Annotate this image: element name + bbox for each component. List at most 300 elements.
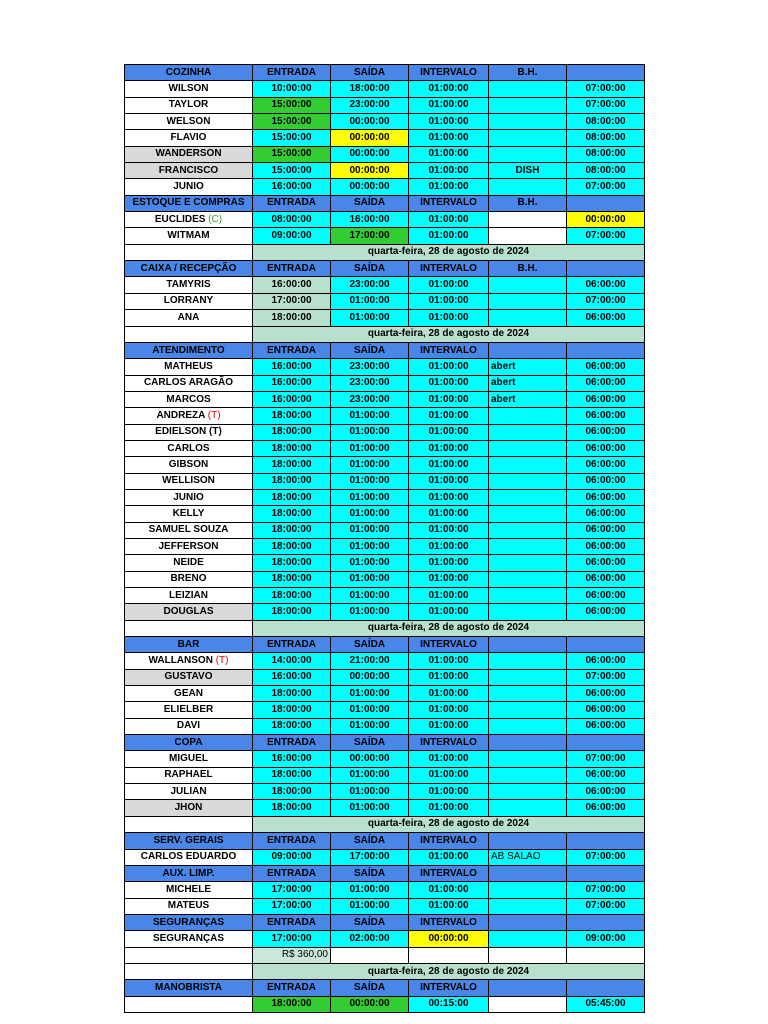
saida-cell[interactable]: 23:00:00 [331,97,409,113]
total-cell[interactable]: 06:00:00 [567,604,645,620]
bh-cell[interactable] [489,784,567,800]
entrada-cell[interactable]: 18:00:00 [253,489,331,505]
employee-name-cell[interactable] [125,588,253,604]
bh-cell[interactable] [489,212,567,228]
entrada-cell[interactable]: 18:00:00 [253,686,331,702]
column-header[interactable] [567,195,645,211]
intervalo-cell[interactable]: 01:00:00 [409,718,489,734]
entrada-cell[interactable]: 15:00:00 [253,163,331,179]
saida-cell[interactable]: 16:00:00 [331,212,409,228]
column-header[interactable]: ENTRADA [253,637,331,653]
employee-name-cell[interactable] [125,653,253,669]
column-header[interactable]: ENTRADA [253,833,331,849]
column-header[interactable]: ENTRADA [253,914,331,930]
bh-cell[interactable] [489,473,567,489]
entrada-cell[interactable]: 16:00:00 [253,359,331,375]
intervalo-cell[interactable]: 01:00:00 [409,228,489,244]
saida-cell[interactable]: 23:00:00 [331,359,409,375]
entrada-cell[interactable]: 18:00:00 [253,702,331,718]
bh-cell[interactable]: DISH [489,163,567,179]
saida-cell[interactable]: 23:00:00 [331,277,409,293]
intervalo-cell[interactable]: 01:00:00 [409,506,489,522]
total-cell[interactable]: 07:00:00 [567,849,645,865]
column-header[interactable]: ENTRADA [253,735,331,751]
intervalo-cell[interactable]: 01:00:00 [409,898,489,914]
entrada-cell[interactable]: 08:00:00 [253,212,331,228]
section-title[interactable]: SERV. GERAIS [125,833,253,849]
total-cell[interactable]: 06:00:00 [567,457,645,473]
employee-name-cell[interactable] [125,359,253,375]
entrada-cell[interactable]: 17:00:00 [253,293,331,309]
total-cell[interactable]: 06:00:00 [567,522,645,538]
total-cell[interactable]: 06:00:00 [567,277,645,293]
total-cell[interactable]: 06:00:00 [567,506,645,522]
intervalo-cell[interactable]: 01:00:00 [409,81,489,97]
column-header[interactable] [567,342,645,358]
employee-name-cell[interactable] [125,506,253,522]
column-header[interactable] [567,833,645,849]
intervalo-cell[interactable]: 01:00:00 [409,146,489,162]
entrada-cell[interactable]: 18:00:00 [253,457,331,473]
column-header[interactable] [489,865,567,881]
employee-name-cell[interactable] [125,784,253,800]
total-cell[interactable]: 06:00:00 [567,588,645,604]
bh-cell[interactable] [489,604,567,620]
section-title[interactable]: AUX. LIMP. [125,865,253,881]
entrada-cell[interactable]: 09:00:00 [253,228,331,244]
saida-cell[interactable]: 00:00:00 [331,163,409,179]
column-header[interactable] [567,735,645,751]
entrada-cell[interactable]: 18:00:00 [253,408,331,424]
bh-cell[interactable] [489,898,567,914]
bh-cell[interactable] [489,718,567,734]
intervalo-cell[interactable]: 01:00:00 [409,424,489,440]
saida-cell[interactable]: 01:00:00 [331,506,409,522]
total-cell[interactable]: 07:00:00 [567,293,645,309]
saida-cell[interactable]: 00:00:00 [331,114,409,130]
column-header[interactable] [489,914,567,930]
intervalo-cell[interactable]: 01:00:00 [409,114,489,130]
bh-cell[interactable] [489,800,567,816]
intervalo-cell[interactable]: 01:00:00 [409,784,489,800]
bh-cell[interactable] [489,310,567,326]
employee-name-cell[interactable] [125,391,253,407]
saida-cell[interactable]: 00:00:00 [331,179,409,195]
entrada-cell[interactable]: 15:00:00 [253,130,331,146]
total-cell[interactable]: 06:00:00 [567,800,645,816]
employee-name-cell[interactable] [125,571,253,587]
bh-cell[interactable] [489,424,567,440]
entrada-cell[interactable]: 17:00:00 [253,931,331,947]
entrada-cell[interactable]: 18:00:00 [253,473,331,489]
amount-cell[interactable]: R$ 360,00 [253,947,331,963]
intervalo-cell[interactable]: 01:00:00 [409,359,489,375]
section-title[interactable]: CAIXA / RECEPÇÃO [125,261,253,277]
saida-cell[interactable]: 01:00:00 [331,522,409,538]
saida-cell[interactable]: 01:00:00 [331,310,409,326]
entrada-cell[interactable]: 18:00:00 [253,604,331,620]
column-header[interactable]: SAÍDA [331,637,409,653]
bh-cell[interactable]: abert [489,391,567,407]
employee-name-cell[interactable] [125,931,253,947]
employee-name-cell[interactable] [125,375,253,391]
intervalo-cell[interactable]: 01:00:00 [409,375,489,391]
bh-cell[interactable] [489,669,567,685]
total-cell[interactable]: 06:00:00 [567,767,645,783]
employee-name-cell[interactable] [125,996,253,1012]
column-header[interactable] [567,914,645,930]
entrada-cell[interactable]: 17:00:00 [253,898,331,914]
total-cell[interactable]: 06:00:00 [567,375,645,391]
saida-cell[interactable]: 01:00:00 [331,767,409,783]
bh-cell[interactable]: AB SALAO [489,849,567,865]
column-header[interactable] [489,342,567,358]
column-header[interactable] [567,865,645,881]
employee-name-cell[interactable] [125,604,253,620]
bh-cell[interactable] [489,228,567,244]
bh-cell[interactable] [489,408,567,424]
saida-cell[interactable]: 01:00:00 [331,686,409,702]
column-header[interactable]: INTERVALO [409,865,489,881]
intervalo-cell[interactable]: 01:00:00 [409,669,489,685]
entrada-cell[interactable]: 18:00:00 [253,767,331,783]
total-cell[interactable]: 06:00:00 [567,702,645,718]
employee-name-cell[interactable] [125,408,253,424]
entrada-cell[interactable]: 16:00:00 [253,277,331,293]
total-cell[interactable]: 06:00:00 [567,489,645,505]
employee-name-cell[interactable] [125,473,253,489]
section-title[interactable]: BAR [125,637,253,653]
entrada-cell[interactable]: 18:00:00 [253,310,331,326]
entrada-cell[interactable]: 16:00:00 [253,375,331,391]
employee-name-cell[interactable] [125,293,253,309]
intervalo-cell[interactable]: 01:00:00 [409,179,489,195]
total-cell[interactable]: 06:00:00 [567,784,645,800]
section-title[interactable]: MANOBRISTA [125,980,253,996]
intervalo-cell[interactable]: 01:00:00 [409,212,489,228]
total-cell[interactable]: 06:00:00 [567,408,645,424]
bh-cell[interactable] [489,653,567,669]
intervalo-cell[interactable]: 01:00:00 [409,440,489,456]
employee-name-cell[interactable] [125,702,253,718]
total-cell[interactable]: 08:00:00 [567,130,645,146]
intervalo-cell[interactable]: 01:00:00 [409,489,489,505]
column-header[interactable]: SAÍDA [331,261,409,277]
entrada-cell[interactable]: 18:00:00 [253,800,331,816]
saida-cell[interactable]: 01:00:00 [331,457,409,473]
total-cell[interactable]: 07:00:00 [567,81,645,97]
section-title[interactable]: ESTOQUE E COMPRAS [125,195,253,211]
intervalo-cell[interactable]: 01:00:00 [409,653,489,669]
saida-cell[interactable]: 01:00:00 [331,555,409,571]
intervalo-cell[interactable]: 01:00:00 [409,408,489,424]
bh-cell[interactable]: abert [489,375,567,391]
saida-cell[interactable]: 01:00:00 [331,571,409,587]
column-header[interactable] [489,735,567,751]
bh-cell[interactable] [489,293,567,309]
employee-name-cell[interactable] [125,212,253,228]
saida-cell[interactable]: 01:00:00 [331,784,409,800]
total-cell[interactable]: 06:00:00 [567,391,645,407]
bh-cell[interactable] [489,571,567,587]
bh-cell[interactable] [489,130,567,146]
column-header[interactable]: SAÍDA [331,735,409,751]
total-cell[interactable]: 00:00:00 [567,212,645,228]
bh-cell[interactable] [489,751,567,767]
employee-name-cell[interactable] [125,718,253,734]
saida-cell[interactable]: 02:00:00 [331,931,409,947]
bh-cell[interactable] [489,588,567,604]
bh-cell[interactable] [489,506,567,522]
saida-cell[interactable]: 00:00:00 [331,669,409,685]
total-cell[interactable]: 07:00:00 [567,97,645,113]
bh-cell[interactable] [489,277,567,293]
bh-cell[interactable] [489,97,567,113]
entrada-cell[interactable]: 15:00:00 [253,97,331,113]
employee-name-cell[interactable] [125,130,253,146]
intervalo-cell[interactable]: 01:00:00 [409,457,489,473]
bh-cell[interactable] [489,457,567,473]
intervalo-cell[interactable]: 01:00:00 [409,555,489,571]
employee-name-cell[interactable] [125,767,253,783]
total-cell[interactable]: 08:00:00 [567,146,645,162]
employee-name-cell[interactable] [125,555,253,571]
employee-name-cell[interactable] [125,489,253,505]
column-header[interactable]: INTERVALO [409,261,489,277]
section-title[interactable]: COPA [125,735,253,751]
entrada-cell[interactable]: 18:00:00 [253,996,331,1012]
entrada-cell[interactable]: 18:00:00 [253,424,331,440]
bh-cell[interactable]: abert [489,359,567,375]
entrada-cell[interactable]: 16:00:00 [253,669,331,685]
employee-name-cell[interactable] [125,849,253,865]
employee-name-cell[interactable] [125,751,253,767]
bh-cell[interactable] [489,81,567,97]
total-cell[interactable]: 08:00:00 [567,114,645,130]
saida-cell[interactable]: 00:00:00 [331,996,409,1012]
column-header[interactable]: SAÍDA [331,195,409,211]
bh-cell[interactable] [489,882,567,898]
total-cell[interactable]: 06:00:00 [567,440,645,456]
bh-cell[interactable] [489,702,567,718]
intervalo-cell[interactable]: 01:00:00 [409,522,489,538]
column-header[interactable] [489,980,567,996]
column-header[interactable]: SAÍDA [331,342,409,358]
saida-cell[interactable]: 01:00:00 [331,882,409,898]
intervalo-cell[interactable]: 01:00:00 [409,767,489,783]
column-header[interactable]: INTERVALO [409,65,489,81]
entrada-cell[interactable]: 16:00:00 [253,179,331,195]
total-cell[interactable]: 06:00:00 [567,555,645,571]
bh-cell[interactable] [489,767,567,783]
saida-cell[interactable]: 18:00:00 [331,81,409,97]
column-header[interactable]: INTERVALO [409,637,489,653]
employee-name-cell[interactable] [125,457,253,473]
intervalo-cell[interactable]: 01:00:00 [409,604,489,620]
total-cell[interactable]: 08:00:00 [567,163,645,179]
entrada-cell[interactable]: 15:00:00 [253,146,331,162]
column-header[interactable]: INTERVALO [409,833,489,849]
intervalo-cell[interactable]: 01:00:00 [409,391,489,407]
total-cell[interactable]: 06:00:00 [567,571,645,587]
entrada-cell[interactable]: 17:00:00 [253,882,331,898]
saida-cell[interactable]: 23:00:00 [331,391,409,407]
intervalo-cell[interactable]: 01:00:00 [409,588,489,604]
column-header[interactable]: INTERVALO [409,980,489,996]
column-header[interactable]: INTERVALO [409,914,489,930]
employee-name-cell[interactable] [125,882,253,898]
entrada-cell[interactable]: 18:00:00 [253,718,331,734]
column-header[interactable] [567,980,645,996]
intervalo-cell[interactable]: 01:00:00 [409,686,489,702]
bh-cell[interactable] [489,489,567,505]
column-header[interactable]: B.H. [489,65,567,81]
entrada-cell[interactable]: 18:00:00 [253,784,331,800]
saida-cell[interactable]: 01:00:00 [331,718,409,734]
total-cell[interactable]: 06:00:00 [567,653,645,669]
intervalo-cell[interactable]: 01:00:00 [409,571,489,587]
column-header[interactable]: B.H. [489,195,567,211]
saida-cell[interactable]: 01:00:00 [331,489,409,505]
bh-cell[interactable] [489,931,567,947]
bh-cell[interactable] [489,114,567,130]
entrada-cell[interactable]: 18:00:00 [253,522,331,538]
intervalo-cell[interactable]: 01:00:00 [409,849,489,865]
entrada-cell[interactable]: 18:00:00 [253,571,331,587]
saida-cell[interactable]: 01:00:00 [331,424,409,440]
bh-cell[interactable] [489,440,567,456]
total-cell[interactable]: 06:00:00 [567,686,645,702]
saida-cell[interactable]: 01:00:00 [331,440,409,456]
entrada-cell[interactable]: 18:00:00 [253,440,331,456]
saida-cell[interactable]: 01:00:00 [331,588,409,604]
saida-cell[interactable]: 01:00:00 [331,604,409,620]
intervalo-cell[interactable]: 01:00:00 [409,800,489,816]
column-header[interactable]: ENTRADA [253,980,331,996]
total-cell[interactable]: 09:00:00 [567,931,645,947]
intervalo-cell[interactable]: 01:00:00 [409,130,489,146]
total-cell[interactable]: 06:00:00 [567,538,645,554]
saida-cell[interactable]: 17:00:00 [331,228,409,244]
bh-cell[interactable] [489,146,567,162]
employee-name-cell[interactable] [125,522,253,538]
entrada-cell[interactable]: 16:00:00 [253,391,331,407]
employee-name-cell[interactable] [125,310,253,326]
employee-name-cell[interactable] [125,114,253,130]
column-header[interactable] [567,637,645,653]
entrada-cell[interactable]: 15:00:00 [253,114,331,130]
saida-cell[interactable]: 01:00:00 [331,408,409,424]
column-header[interactable]: SAÍDA [331,914,409,930]
entrada-cell[interactable]: 18:00:00 [253,555,331,571]
intervalo-cell[interactable]: 01:00:00 [409,277,489,293]
column-header[interactable]: ENTRADA [253,261,331,277]
intervalo-cell[interactable]: 01:00:00 [409,163,489,179]
bh-cell[interactable] [489,538,567,554]
employee-name-cell[interactable] [125,97,253,113]
column-header[interactable]: ENTRADA [253,195,331,211]
intervalo-cell[interactable]: 00:15:00 [409,996,489,1012]
entrada-cell[interactable]: 18:00:00 [253,588,331,604]
total-cell[interactable]: 07:00:00 [567,751,645,767]
column-header[interactable]: INTERVALO [409,735,489,751]
saida-cell[interactable]: 00:00:00 [331,751,409,767]
intervalo-cell[interactable]: 01:00:00 [409,702,489,718]
total-cell[interactable]: 07:00:00 [567,882,645,898]
total-cell[interactable]: 06:00:00 [567,718,645,734]
bh-cell[interactable] [489,555,567,571]
intervalo-cell[interactable]: 01:00:00 [409,473,489,489]
column-header[interactable] [489,637,567,653]
column-header[interactable]: ENTRADA [253,342,331,358]
total-cell[interactable]: 07:00:00 [567,898,645,914]
total-cell[interactable]: 06:00:00 [567,473,645,489]
column-header[interactable]: INTERVALO [409,342,489,358]
entrada-cell[interactable]: 18:00:00 [253,506,331,522]
column-header[interactable]: SAÍDA [331,833,409,849]
column-header[interactable]: SAÍDA [331,65,409,81]
intervalo-cell[interactable]: 01:00:00 [409,310,489,326]
entrada-cell[interactable]: 10:00:00 [253,81,331,97]
intervalo-cell[interactable]: 00:00:00 [409,931,489,947]
total-cell[interactable]: 05:45:00 [567,996,645,1012]
column-header[interactable]: ENTRADA [253,65,331,81]
total-cell[interactable]: 06:00:00 [567,359,645,375]
total-cell[interactable]: 06:00:00 [567,424,645,440]
bh-cell[interactable] [489,996,567,1012]
column-header[interactable]: SAÍDA [331,980,409,996]
bh-cell[interactable] [489,179,567,195]
section-title[interactable]: SEGURANÇAS [125,914,253,930]
total-cell[interactable]: 07:00:00 [567,228,645,244]
saida-cell[interactable]: 00:00:00 [331,130,409,146]
saida-cell[interactable]: 01:00:00 [331,293,409,309]
saida-cell[interactable]: 00:00:00 [331,146,409,162]
employee-name-cell[interactable] [125,538,253,554]
employee-name-cell[interactable] [125,228,253,244]
employee-name-cell[interactable] [125,146,253,162]
saida-cell[interactable]: 21:00:00 [331,653,409,669]
intervalo-cell[interactable]: 01:00:00 [409,882,489,898]
employee-name-cell[interactable] [125,686,253,702]
total-cell[interactable]: 07:00:00 [567,179,645,195]
entrada-cell[interactable]: 09:00:00 [253,849,331,865]
entrada-cell[interactable]: 18:00:00 [253,538,331,554]
employee-name-cell[interactable] [125,163,253,179]
saida-cell[interactable]: 01:00:00 [331,702,409,718]
employee-name-cell[interactable] [125,81,253,97]
employee-name-cell[interactable] [125,800,253,816]
saida-cell[interactable]: 01:00:00 [331,473,409,489]
column-header[interactable] [567,261,645,277]
column-header[interactable] [567,65,645,81]
total-cell[interactable]: 06:00:00 [567,310,645,326]
column-header[interactable]: B.H. [489,261,567,277]
column-header[interactable]: INTERVALO [409,195,489,211]
entrada-cell[interactable]: 16:00:00 [253,751,331,767]
column-header[interactable]: ENTRADA [253,865,331,881]
intervalo-cell[interactable]: 01:00:00 [409,751,489,767]
bh-cell[interactable] [489,522,567,538]
employee-name-cell[interactable] [125,179,253,195]
employee-name-cell[interactable] [125,898,253,914]
bh-cell[interactable] [489,686,567,702]
employee-name-cell[interactable] [125,669,253,685]
saida-cell[interactable]: 01:00:00 [331,538,409,554]
column-header[interactable]: SAÍDA [331,865,409,881]
employee-name-cell[interactable] [125,277,253,293]
column-header[interactable] [489,833,567,849]
